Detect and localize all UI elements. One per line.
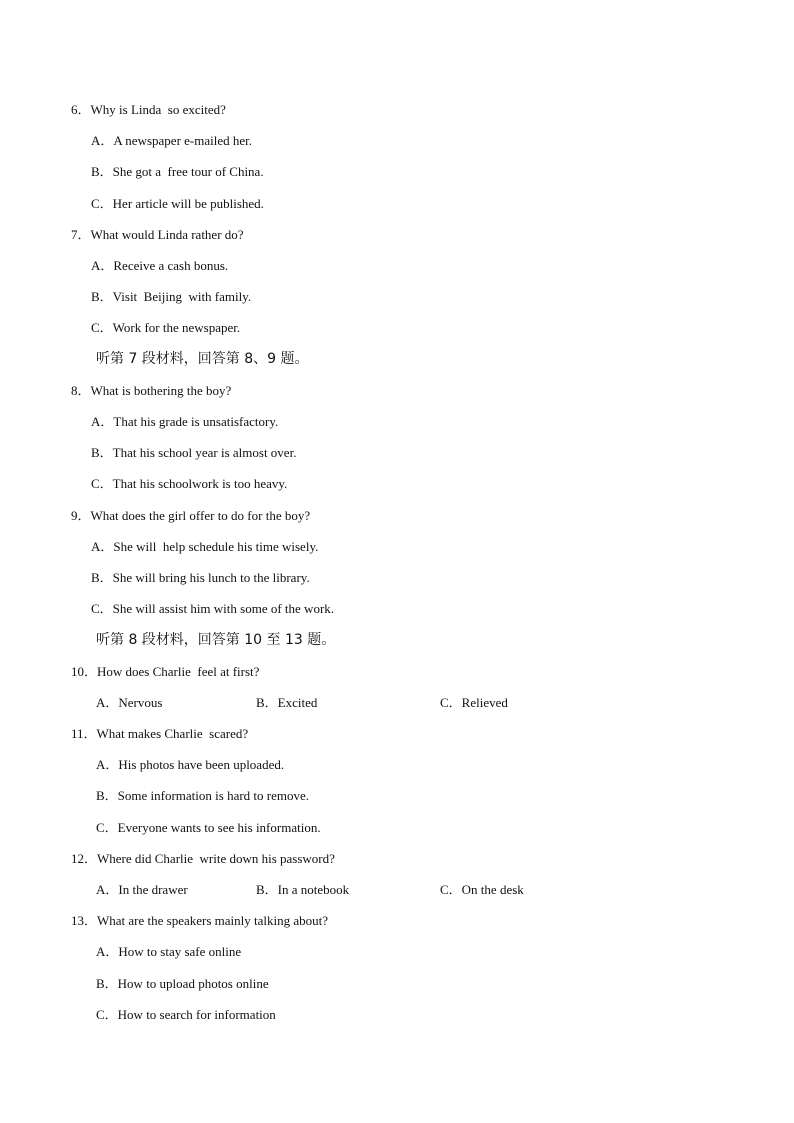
question-10-option-a: A．Nervous — [96, 695, 163, 710]
question-6-option-b: B．She got a free tour of China. — [91, 164, 264, 179]
section-heading-7: 听第 7 段材料，回答第 8、9 题。 — [96, 351, 309, 367]
question-7-option-a: A．Receive a cash bonus. — [91, 258, 229, 273]
question-11-option-a: A．His photos have been uploaded. — [96, 757, 285, 772]
question-9-option-a: A．She will help schedule his time wisely. — [91, 539, 319, 554]
question-10: 10．How does Charlie feel at first? — [71, 664, 260, 679]
question-13-option-b: B．How to upload photos online — [96, 976, 269, 991]
question-6-option-c: C．Her article will be published. — [91, 196, 264, 211]
question-7: 7．What would Linda rather do? — [71, 227, 244, 242]
question-7-option-c: C．Work for the newspaper. — [91, 320, 241, 335]
question-11-option-b: B．Some information is hard to remove. — [96, 788, 310, 803]
question-8: 8．What is bothering the boy? — [71, 383, 232, 398]
question-12-option-b: B．In a notebook — [256, 882, 350, 897]
question-9-option-b: B．She will bring his lunch to the library. — [91, 570, 310, 585]
question-11-option-c: C．Everyone wants to see his information. — [96, 820, 321, 835]
question-7-option-b: B．Visit Beijing with family. — [91, 289, 252, 304]
question-8-option-b: B．That his school year is almost over. — [91, 445, 297, 460]
question-13-option-a: A．How to stay safe online — [96, 944, 242, 959]
question-6: 6．Why is Linda so excited? — [71, 102, 226, 117]
question-10-option-b: B．Excited — [256, 695, 318, 710]
question-12-option-a: A．In the drawer — [96, 882, 188, 897]
question-9: 9．What does the girl offer to do for the boy? — [71, 508, 311, 523]
question-8-option-c: C．That his schoolwork is too heavy. — [91, 476, 288, 491]
section-heading-8: 听第 8 段材料，回答第 10 至 13 题。 — [96, 632, 336, 648]
question-13-option-c: C．How to search for information — [96, 1007, 276, 1022]
question-9-option-c: C．She will assist him with some of the work. — [91, 601, 335, 616]
question-13: 13．What are the speakers mainly talking about? — [71, 913, 329, 928]
question-12-option-c: C．On the desk — [440, 882, 524, 897]
question-10-option-c: C．Relieved — [440, 695, 508, 710]
question-8-option-a: A．That his grade is unsatisfactory. — [91, 414, 279, 429]
question-12: 12．Where did Charlie write down his password? — [71, 851, 335, 866]
question-6-option-a: A．A newspaper e-mailed her. — [91, 133, 253, 148]
question-11: 11．What makes Charlie scared? — [71, 726, 249, 741]
